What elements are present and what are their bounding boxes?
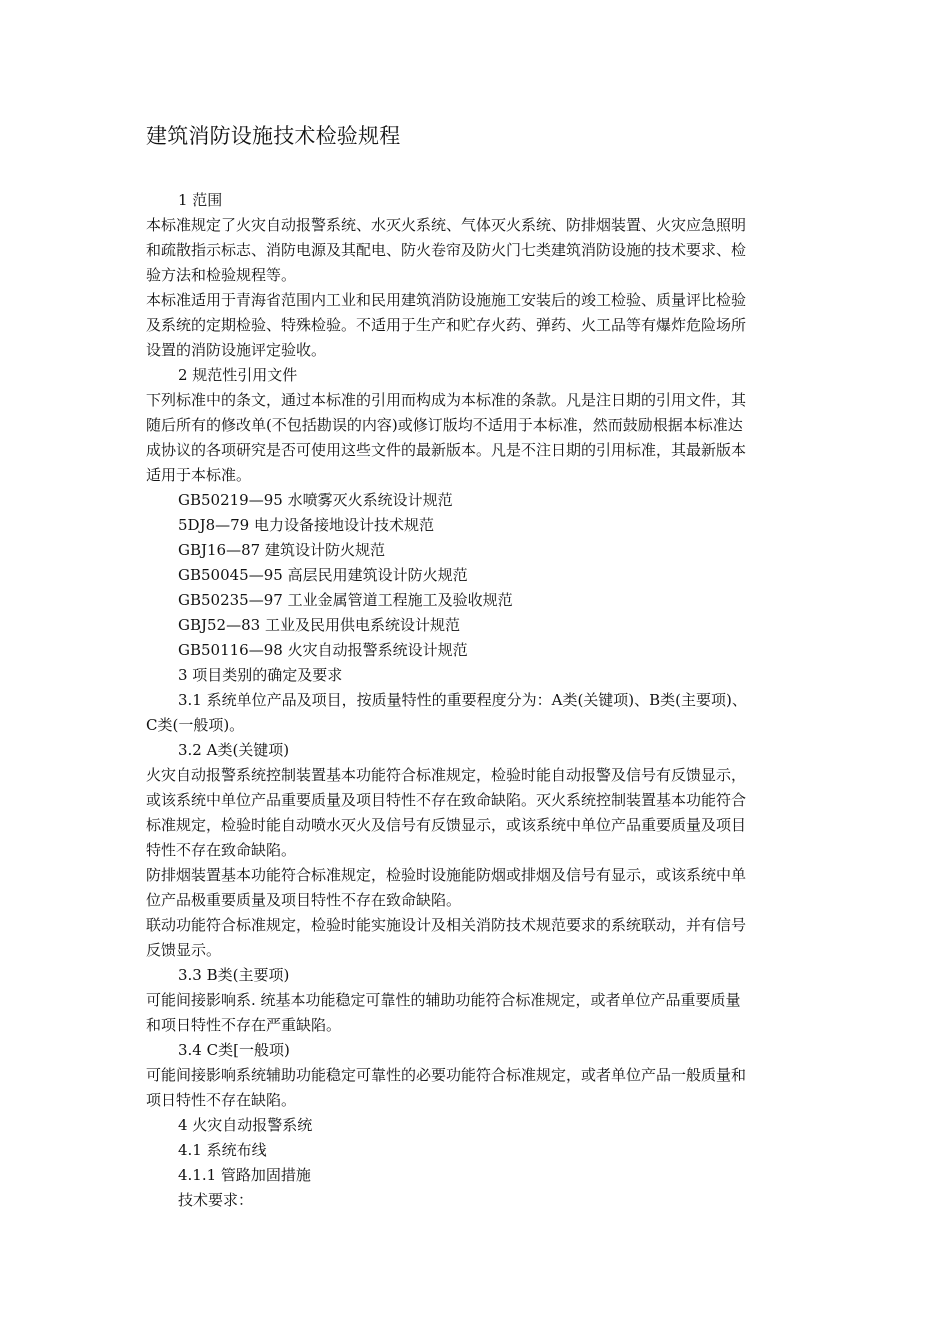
text-line: 反馈显示。 bbox=[146, 941, 222, 959]
text-line: 特性不存在致命缺陷。 bbox=[146, 841, 297, 859]
text-line: 可能间接影响系统辅助功能稳定可靠性的必要功能符合标准规定，或者单位产品一般质量和 bbox=[146, 1066, 747, 1084]
text-line: 及系统的定期检验、特殊检验。不适用于生产和贮存火药、弹药、火工品等有爆炸危险场所 bbox=[146, 316, 747, 334]
text-line: 和项日特性不存在严重缺陷。 bbox=[146, 1016, 342, 1034]
text-line: GBJ52—83 工业及民用供电系统设计规范 bbox=[178, 616, 460, 634]
text-line: 可能间接影响系. 统基本功能稳定可靠性的辅助功能符合标准规定，或者单位产品重要质量 bbox=[146, 991, 741, 1009]
text-line: 设置的消防设施评定验收。 bbox=[146, 341, 327, 359]
text-line: 3.1 系统单位产品及项目，按质量特性的重要程度分为：A类(关键项)、B类(主要项)、 bbox=[178, 691, 747, 709]
text-line: 3.2 A类(关键项) bbox=[178, 741, 290, 759]
text-line: 下列标准中的条文，通过本标准的引用而构成为本标准的条款。凡是注日期的引用文件，其 bbox=[146, 391, 747, 409]
text-line: 4.1.1 管路加固措施 bbox=[178, 1166, 311, 1184]
text-line: 随后所有的修改单(不包括勘误的内容)或修订版均不适用于本标准，然而鼓励根据本标准达 bbox=[146, 416, 743, 434]
text-line: GB50045—95 高层民用建筑设计防火规范 bbox=[178, 566, 468, 584]
text-line: 成协议的各项研究是否可使用这些文件的最新版本。凡是不注日期的引用标准，其最新版本 bbox=[146, 441, 747, 459]
text-line: 联动功能符合标准规定，检验时能实施设计及相关消防技术规范要求的系统联动，并有信号 bbox=[146, 916, 747, 934]
text-line: 或该系统中单位产品重要质量及项目特性不存在致命缺陷。灭火系统控制装置基本功能符合 bbox=[146, 791, 747, 809]
text-line: 4 火灾自动报警系统 bbox=[178, 1116, 313, 1134]
text-line: 3 项目类别的确定及要求 bbox=[178, 666, 343, 684]
text-line: GBJ16—87 建筑设计防火规范 bbox=[178, 541, 385, 559]
text-line: 和疏散指示标志、消防电源及其配电、防火卷帘及防火门七类建筑消防设施的技术要求、检 bbox=[146, 241, 747, 259]
text-line: 1 范围 bbox=[178, 191, 223, 209]
text-line: 5DJ8—79 电力设备接地设计技术规范 bbox=[178, 516, 434, 534]
document-title: 建筑消防设施技术检验规程 bbox=[146, 124, 401, 148]
text-line: GB50219—95 水喷雾灭火系统设计规范 bbox=[178, 491, 453, 509]
text-line: 项日特性不存在缺陷。 bbox=[146, 1091, 297, 1109]
text-line: 适用于本标准。 bbox=[146, 466, 252, 484]
text-line: 验方法和检验规程等。 bbox=[146, 266, 297, 284]
text-line: 标准规定，检验时能自动喷水灭火及信号有反馈显示，或该系统中单位产品重要质量及项目 bbox=[146, 816, 747, 834]
text-line: GB50235—97 工业金属管道工程施工及验收规范 bbox=[178, 591, 513, 609]
text-line: 本标准规定了火灾自动报警系统、水灭火系统、气体灭火系统、防排烟装置、火灾应急照明 bbox=[146, 216, 747, 234]
text-line: 位产品极重要质量及项目特性不存在致命缺陷。 bbox=[146, 891, 462, 909]
text-line: 3.3 B类(主要项) bbox=[178, 966, 290, 984]
text-line: 火灾自动报警系统控制装置基本功能符合标准规定，检验时能自动报警及信号有反馈显示， bbox=[146, 766, 747, 784]
text-line: 防排烟装置基本功能符合标准规定，检验时设施能防烟或排烟及信号有显示，或该系统中单 bbox=[146, 866, 747, 884]
text-line: 本标准适用于青海省范围内工业和民用建筑消防设施施工安装后的竣工检验、质量评比检验 bbox=[146, 291, 747, 309]
text-line: C类(一般项)。 bbox=[146, 716, 245, 734]
text-line: GB50116—98 火灾自动报警系统设计规范 bbox=[178, 641, 468, 659]
document-body bbox=[146, 188, 810, 1213]
text-line: 2 规范性引用文件 bbox=[178, 366, 298, 384]
text-line: 4.1 系统布线 bbox=[178, 1141, 267, 1159]
text-line: 3.4 C类[一般项) bbox=[178, 1041, 290, 1059]
text-line: 技术要求： bbox=[178, 1191, 254, 1209]
